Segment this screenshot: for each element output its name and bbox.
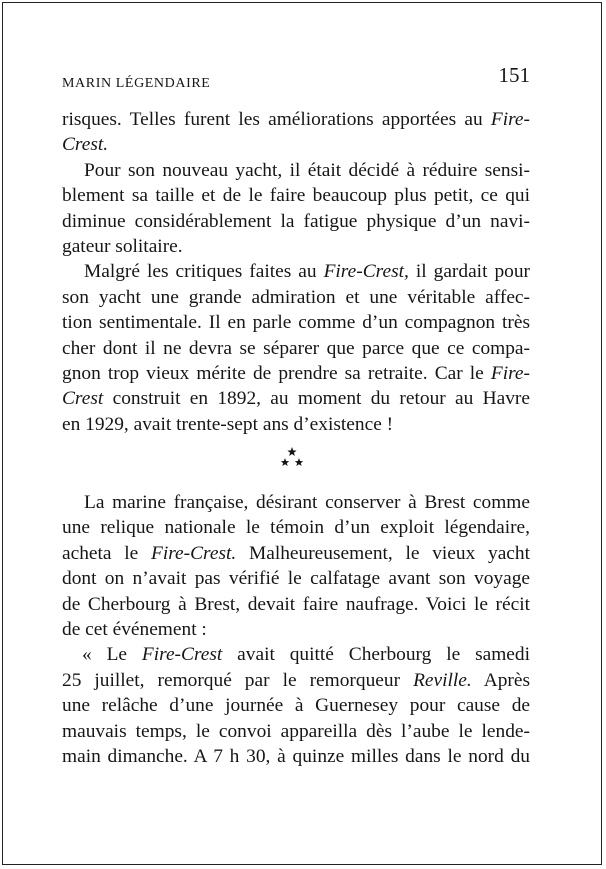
text-section-1 — [62, 107, 530, 437]
text-line: mauvais temps, le convoi appareilla dès l’aube le lende- — [62, 720, 530, 742]
section-break-asterism — [272, 444, 312, 472]
paragraph-start-line: Pour son nouveau yacht, il était décidé à réduire sensi- — [84, 159, 530, 181]
page-number: 151 — [498, 63, 530, 87]
text-line: en 1929, avait trente-sept ans d’existence ! — [62, 413, 394, 435]
italic-text: Reville. — [413, 669, 472, 691]
italic-text: Crest — [62, 388, 104, 410]
text-line: 25 juillet, remorqué par le remorqueur Reville. Après — [62, 669, 531, 691]
text-line: Crest construit en 1892, au moment du retour au Havre — [62, 388, 530, 410]
italic-text: Fire-Crest. — [150, 542, 237, 564]
text-line: de cet événement : — [62, 618, 207, 640]
text-line: acheta le Fire-Crest. Malheureusement, le vieux yacht — [62, 542, 530, 564]
text-line: son yacht une grande admiration et une véritable affec- — [62, 286, 530, 308]
text-section-2 — [62, 490, 530, 769]
paragraph-start-line: Malgré les critiques faites au Fire-Crest, il gardait pour — [84, 261, 530, 283]
italic-text: Fire-Crest — [141, 644, 223, 666]
text-line: gnon trop vieux mérite de prendre sa retraite. Car le Fire- — [62, 362, 530, 384]
text-line: dont on n’avait pas vérifié le calfatage avant son voyage — [62, 568, 530, 590]
italic-text: Fire- — [490, 362, 530, 384]
text-line: de Cherbourg à Brest, devait faire naufrage. Voici le récit — [62, 593, 530, 615]
text-line: une relâche d’une journée à Guernesey pour cause de — [62, 695, 530, 717]
text-line: tion sentimentale. Il en parle comme d’un compagnon très — [62, 312, 530, 334]
italic-text: Crest. — [62, 134, 109, 156]
text-line: diminue considérablement la fatigue physique d’un navi- — [62, 210, 530, 232]
text-line: gateur solitaire. — [62, 235, 183, 257]
text-line: main dimanche. A 7 h 30, à quinze milles dans le nord du — [62, 745, 530, 767]
italic-text: Fire- — [490, 109, 530, 130]
paragraph-start-line: La marine française, désirant conserver à Brest comme — [84, 492, 530, 513]
text-line: risques. Telles furent les améliorations apportées au Fire- — [62, 109, 530, 130]
italic-text: Fire-Crest, — [323, 261, 409, 283]
running-header: MARIN LÉGENDAIRE — [62, 76, 211, 91]
text-line: blement sa taille et de le faire beaucoup plus petit, ce qui — [62, 185, 530, 207]
quote-start-line: « Le Fire-Crest avait quitté Cherbourg le samedi — [82, 644, 530, 666]
text-line — [62, 132, 530, 157]
text-line: cher dont il ne devra se séparer que parce que ce compa- — [62, 337, 530, 359]
text-line: une relique nationale le témoin d’un exploit légendaire, — [62, 517, 530, 539]
